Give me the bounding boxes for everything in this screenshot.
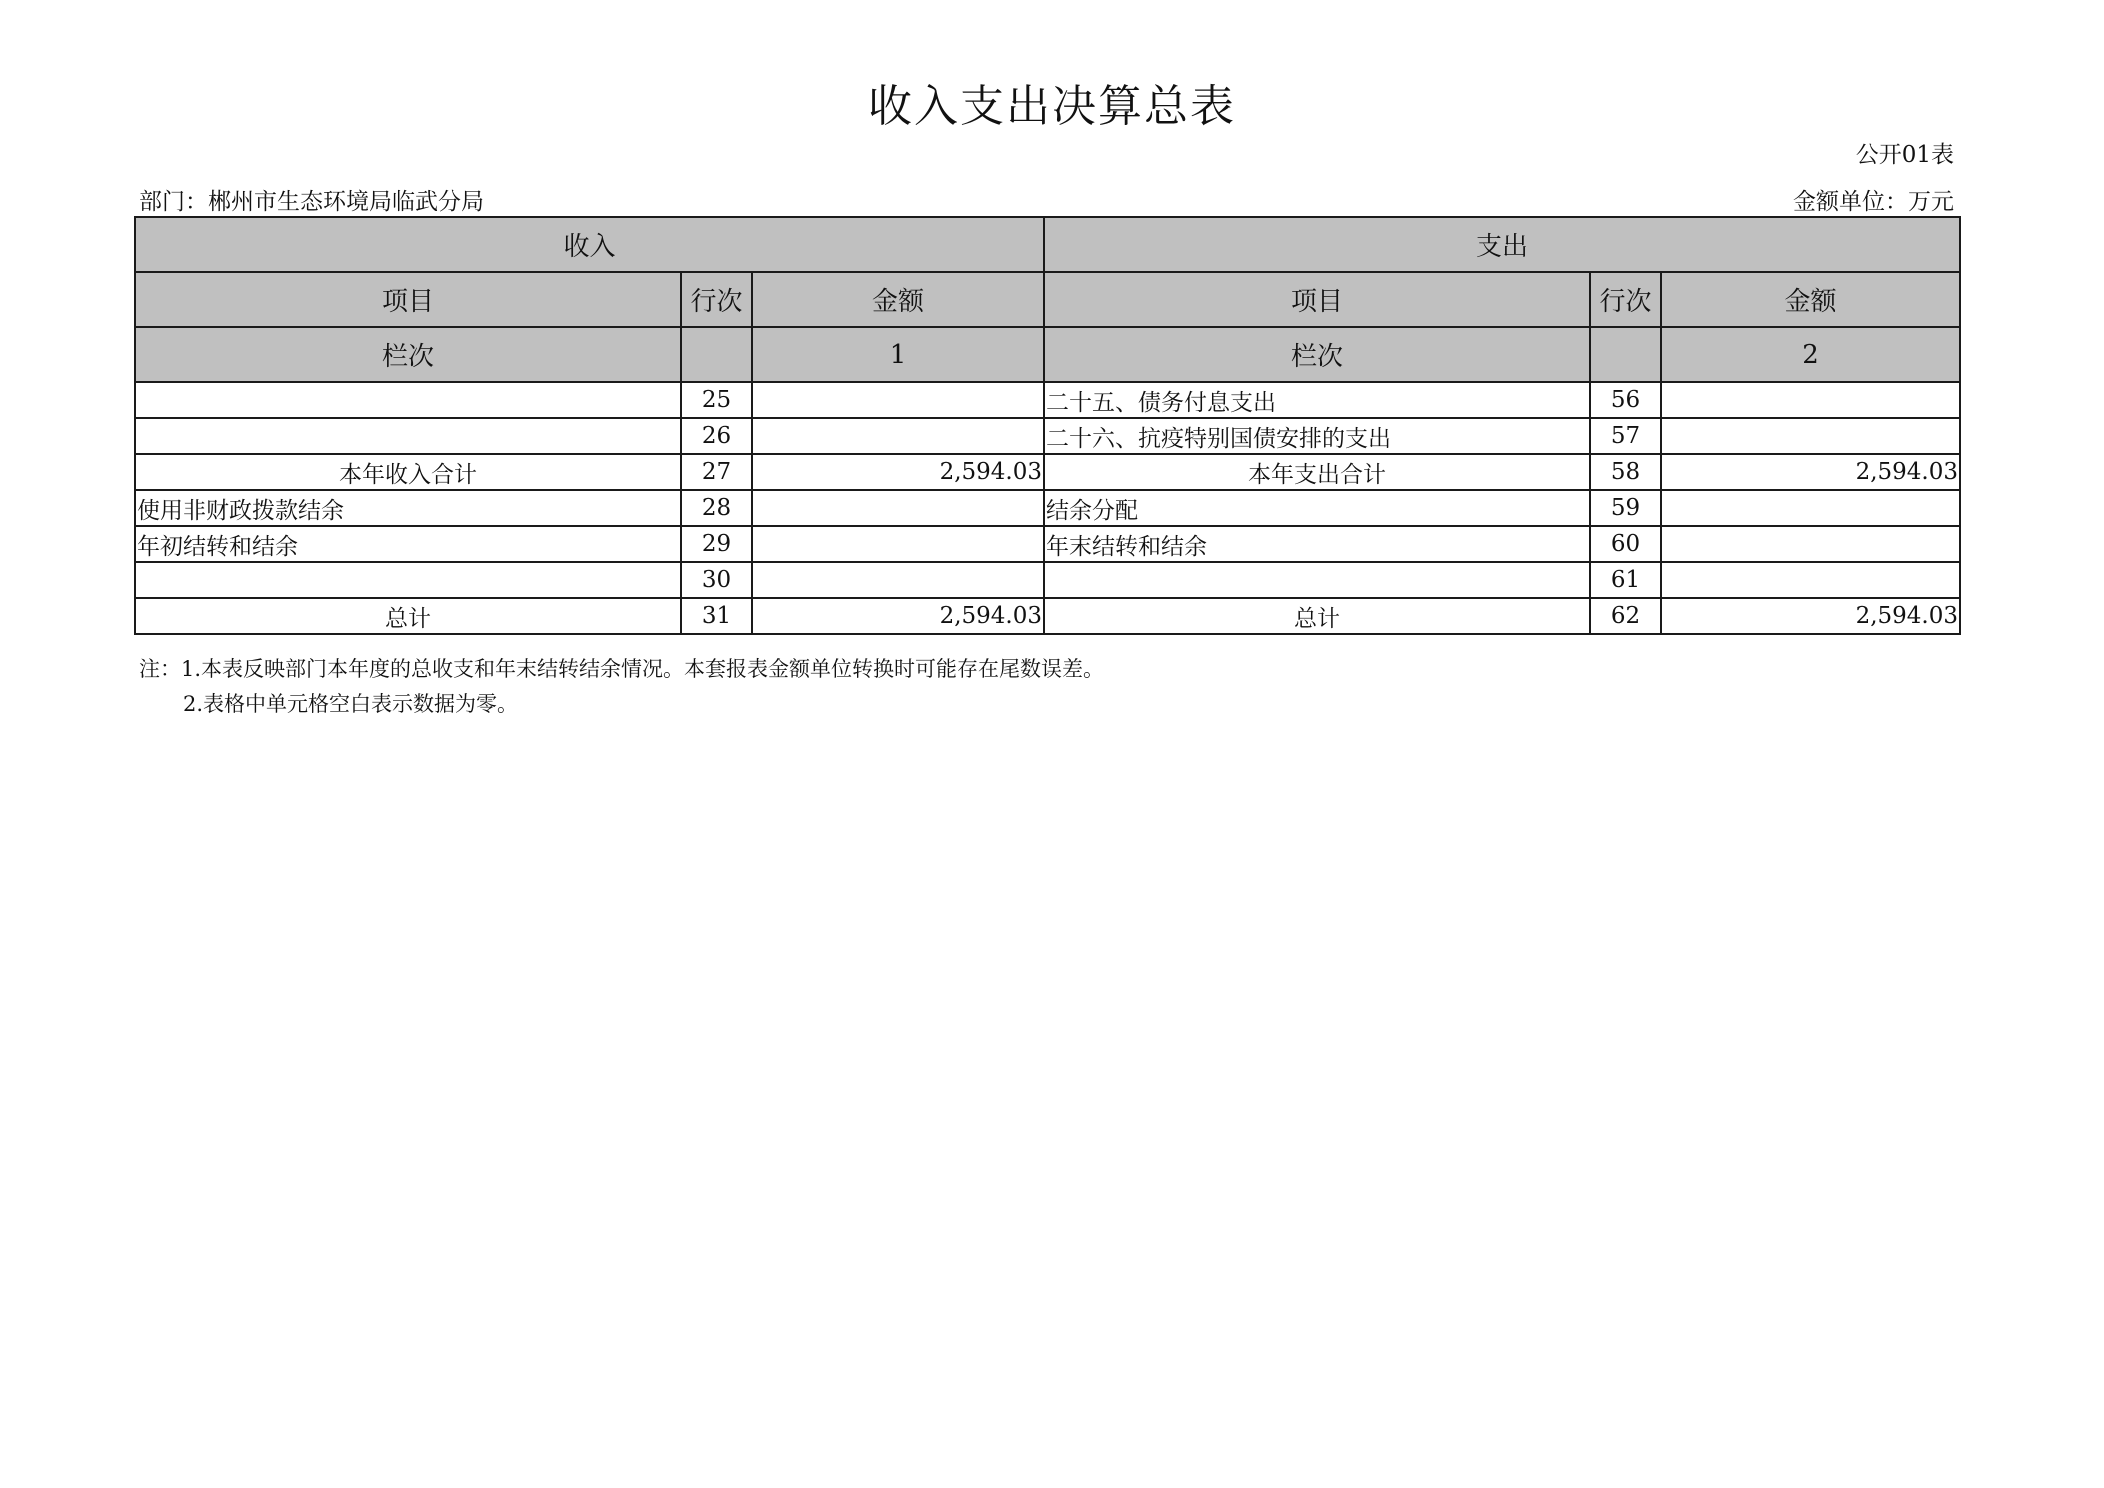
income-amount-cell bbox=[752, 418, 1044, 454]
income-rowno-cell: 31 bbox=[681, 598, 752, 634]
income-item-cell bbox=[135, 382, 681, 418]
expense-rowno-cell: 61 bbox=[1590, 562, 1661, 598]
expense-amount-cell: 2,594.03 bbox=[1661, 454, 1960, 490]
income-column-number: 1 bbox=[752, 327, 1044, 382]
income-item-cell: 使用非财政拨款结余 bbox=[135, 490, 681, 526]
table-row bbox=[135, 382, 1960, 418]
expense-item-cell bbox=[1044, 562, 1590, 598]
table-row bbox=[135, 562, 1960, 598]
income-rowno-cell: 25 bbox=[681, 382, 752, 418]
income-amount-header: 金额 bbox=[752, 272, 1044, 327]
income-section-header: 收入 bbox=[135, 217, 1044, 272]
table-row bbox=[135, 454, 1960, 490]
income-item-cell bbox=[135, 418, 681, 454]
expense-rowno-cell: 56 bbox=[1590, 382, 1661, 418]
expense-section-header: 支出 bbox=[1044, 217, 1960, 272]
expense-column-order-blank bbox=[1590, 327, 1661, 382]
amount-unit-label: 金额单位：万元 bbox=[1793, 189, 1954, 215]
department-label: 部门：郴州市生态环境局临武分局 bbox=[139, 189, 484, 215]
income-column-order-blank bbox=[681, 327, 752, 382]
income-amount-cell: 2,594.03 bbox=[752, 598, 1044, 634]
income-item-cell: 本年收入合计 bbox=[135, 454, 681, 490]
header-row-sections bbox=[135, 217, 1960, 272]
table-row bbox=[135, 526, 1960, 562]
expense-amount-cell bbox=[1661, 562, 1960, 598]
income-item-header: 项目 bbox=[135, 272, 681, 327]
expense-item-cell: 结余分配 bbox=[1044, 490, 1590, 526]
income-column-order-label: 栏次 bbox=[135, 327, 681, 382]
income-item-cell: 年初结转和结余 bbox=[135, 526, 681, 562]
income-rowno-cell: 29 bbox=[681, 526, 752, 562]
expense-item-header: 项目 bbox=[1044, 272, 1590, 327]
expense-amount-cell: 2,594.03 bbox=[1661, 598, 1960, 634]
table-row bbox=[135, 598, 1960, 634]
header-row-column-order bbox=[135, 327, 1960, 382]
footnotes bbox=[139, 652, 1104, 722]
expense-rowno-header: 行次 bbox=[1590, 272, 1661, 327]
income-rowno-cell: 28 bbox=[681, 490, 752, 526]
expense-amount-cell bbox=[1661, 418, 1960, 454]
expense-column-number: 2 bbox=[1661, 327, 1960, 382]
expense-item-cell: 本年支出合计 bbox=[1044, 454, 1590, 490]
income-amount-cell bbox=[752, 382, 1044, 418]
expense-item-cell: 年末结转和结余 bbox=[1044, 526, 1590, 562]
table-row bbox=[135, 418, 1960, 454]
income-expense-table bbox=[134, 216, 1961, 635]
footnote-1: 注：1.本表反映部门本年度的总收支和年末结转结余情况。本套报表金额单位转换时可能存在尾数误差。 bbox=[139, 657, 1105, 681]
form-code: 公开01表 bbox=[1855, 142, 1954, 168]
expense-rowno-cell: 59 bbox=[1590, 490, 1661, 526]
income-amount-cell bbox=[752, 490, 1044, 526]
expense-rowno-cell: 62 bbox=[1590, 598, 1661, 634]
income-amount-cell bbox=[752, 562, 1044, 598]
income-rowno-header: 行次 bbox=[681, 272, 752, 327]
expense-amount-cell bbox=[1661, 526, 1960, 562]
expense-item-cell: 二十五、债务付息支出 bbox=[1044, 382, 1590, 418]
income-rowno-cell: 27 bbox=[681, 454, 752, 490]
income-rowno-cell: 26 bbox=[681, 418, 752, 454]
income-item-cell bbox=[135, 562, 681, 598]
income-item-cell: 总计 bbox=[135, 598, 681, 634]
expense-amount-cell bbox=[1661, 382, 1960, 418]
header-row-columns bbox=[135, 272, 1960, 327]
expense-item-cell: 总计 bbox=[1044, 598, 1590, 634]
table-row bbox=[135, 490, 1960, 526]
expense-rowno-cell: 57 bbox=[1590, 418, 1661, 454]
income-amount-cell: 2,594.03 bbox=[752, 454, 1044, 490]
expense-column-order-label: 栏次 bbox=[1044, 327, 1590, 382]
expense-rowno-cell: 58 bbox=[1590, 454, 1661, 490]
expense-rowno-cell: 60 bbox=[1590, 526, 1661, 562]
expense-item-cell: 二十六、抗疫特别国债安排的支出 bbox=[1044, 418, 1590, 454]
expense-amount-cell bbox=[1661, 490, 1960, 526]
income-amount-cell bbox=[752, 526, 1044, 562]
income-rowno-cell: 30 bbox=[681, 562, 752, 598]
expense-amount-header: 金额 bbox=[1661, 272, 1960, 327]
footnote-2: 2.表格中单元格空白表示数据为零。 bbox=[183, 692, 519, 716]
page-title: 收入支出决算总表 bbox=[868, 81, 1236, 132]
